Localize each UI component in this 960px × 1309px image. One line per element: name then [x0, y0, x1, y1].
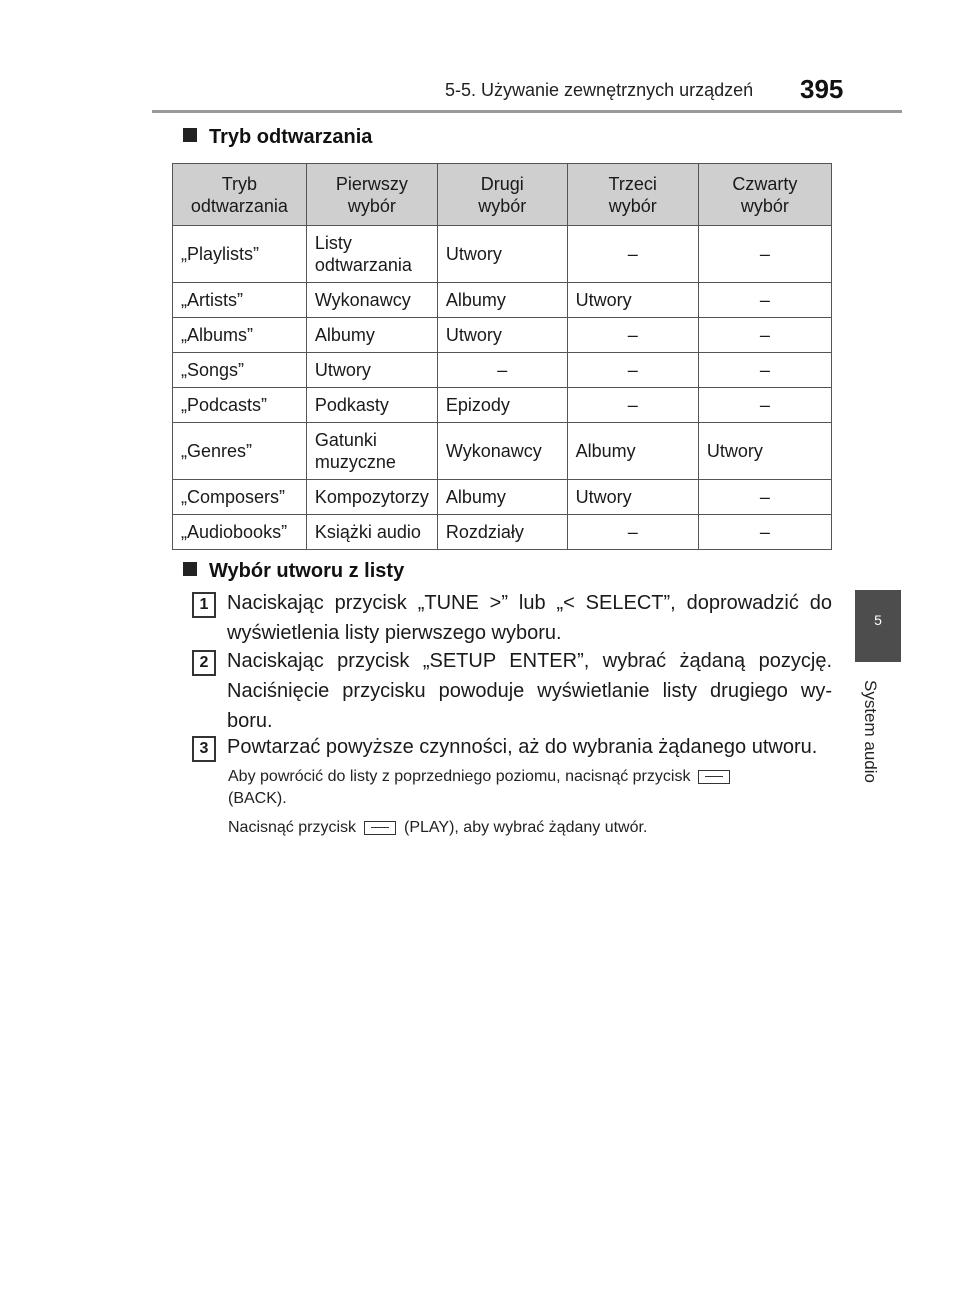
cell-text: Utwory [575, 487, 632, 507]
square-bullet-icon [183, 562, 197, 576]
table-cell [173, 480, 307, 515]
cell-text: – [759, 360, 770, 380]
cell-text: – [627, 244, 638, 264]
cell-text: „Songs” [181, 360, 245, 380]
table-cell [698, 480, 831, 515]
cell-text: „Albums” [181, 325, 254, 345]
cell-text: Tryb [221, 173, 258, 194]
table-cell [437, 423, 567, 480]
cell-text: – [759, 290, 770, 310]
table-cell [173, 388, 307, 423]
step-text: Powtarzać powyższe czynności, aż do wybrania żądanego utworu. [227, 736, 818, 758]
cell-text: – [627, 325, 638, 345]
note-back-text-before: Aby powrócić do listy z poprzedniego poziomu, nacisnąć przycisk [228, 768, 691, 785]
cell-text: Epizody [445, 395, 510, 415]
cell-text: „Playlists” [181, 244, 260, 264]
cell-text: – [497, 360, 508, 380]
step-number-badge: 1 [192, 592, 216, 618]
cell-text: wybór [608, 195, 657, 216]
table-row [173, 318, 832, 353]
chapter-label-text: System audio [861, 680, 880, 783]
table-cell [698, 353, 831, 388]
chapter-label [860, 680, 884, 840]
back-button-icon [698, 770, 730, 784]
playback-mode-heading [183, 126, 372, 149]
note-back [228, 766, 832, 810]
step-text: Naciskając przycisk „SETUP ENTER”, wybrać żądaną pozycję. Naciśnięcie przycisku powoduje wyświetlanie listy drugiego wy-boru. [227, 650, 832, 732]
note-back-text-after: (BACK). [228, 790, 287, 807]
play-button-icon [364, 821, 396, 835]
cell-text: Wykonawcy [314, 290, 411, 310]
table-row [173, 353, 832, 388]
cell-text: Albumy [575, 441, 636, 461]
step-number-badge: 2 [192, 650, 216, 676]
step-text: Naciskając przycisk „TUNE >” lub „< SELECT”, doprowadzić do wyświetlenia listy pierwszego wyboru. [227, 592, 832, 644]
cell-text: „Artists” [181, 290, 243, 310]
table-row [173, 388, 832, 423]
cell-text: odtwarzania [190, 195, 288, 216]
table-cell [698, 226, 831, 283]
cell-text: odtwarzania [314, 255, 412, 275]
table-cell [698, 388, 831, 423]
table-cell [306, 515, 437, 550]
note-play [228, 817, 832, 839]
table-cell [567, 388, 698, 423]
cell-text: Kompozytorzy [314, 487, 429, 507]
table-cell [173, 283, 307, 318]
table-cell [567, 353, 698, 388]
cell-text: wybór [347, 195, 396, 216]
table-row [173, 226, 832, 283]
table-cell [567, 318, 698, 353]
square-bullet-icon [183, 128, 197, 142]
column-header [173, 164, 307, 226]
table-cell [306, 283, 437, 318]
note-play-text-after: (PLAY), aby wybrać żądany utwór. [404, 819, 648, 836]
cell-text: – [627, 395, 638, 415]
table-row [173, 515, 832, 550]
playback-mode-heading-text: Tryb odtwarzania [209, 126, 373, 148]
table-cell [306, 388, 437, 423]
table-cell [306, 318, 437, 353]
table-cell [306, 480, 437, 515]
cell-text: „Genres” [181, 441, 253, 461]
cell-text: Wykonawcy [445, 441, 542, 461]
cell-text: Podkasty [314, 395, 389, 415]
table-cell [567, 283, 698, 318]
table-cell [173, 318, 307, 353]
cell-text: Utwory [314, 360, 371, 380]
cell-text: Utwory [575, 290, 632, 310]
table-cell [698, 283, 831, 318]
chapter-tab: 5 [855, 590, 901, 662]
table-cell [567, 423, 698, 480]
cell-text: Czwarty [732, 173, 798, 194]
table-row [173, 423, 832, 480]
cell-text: – [759, 395, 770, 415]
cell-text: Trzeci [608, 173, 657, 194]
cell-text: Utwory [445, 325, 502, 345]
table-cell [437, 226, 567, 283]
table-cell [437, 283, 567, 318]
table-cell [698, 318, 831, 353]
cell-text: – [627, 522, 638, 542]
column-header [437, 164, 567, 226]
cell-text: – [759, 244, 770, 264]
header-rule [152, 110, 902, 113]
cell-text: muzyczne [314, 452, 396, 472]
table-cell [437, 353, 567, 388]
cell-text: „Composers” [181, 487, 286, 507]
cell-text: Pierwszy [335, 173, 408, 194]
table-cell [567, 515, 698, 550]
cell-text: „Audiobooks” [181, 522, 288, 542]
table-cell [437, 515, 567, 550]
table-cell [173, 423, 307, 480]
column-header [567, 164, 698, 226]
note-play-text-before: Nacisnąć przycisk [228, 819, 357, 836]
cell-text: Albumy [314, 325, 375, 345]
cell-text: Utwory [445, 244, 502, 264]
playback-mode-table [172, 163, 832, 550]
cell-text: Rozdziały [445, 522, 524, 542]
header-section-title: 5-5. Używanie zewnętrznych urządzeń [445, 80, 754, 100]
cell-text: wybór [478, 195, 527, 216]
table-header-row [173, 164, 832, 226]
table-cell [698, 423, 831, 480]
table-cell [567, 480, 698, 515]
column-header [698, 164, 831, 226]
table-cell [567, 226, 698, 283]
cell-text: – [759, 487, 770, 507]
table-cell [306, 226, 437, 283]
table-cell [698, 515, 831, 550]
table-cell [173, 353, 307, 388]
cell-text: Utwory [706, 441, 763, 461]
table-cell [437, 318, 567, 353]
cell-text: „Podcasts” [181, 395, 268, 415]
table-row [173, 283, 832, 318]
table-cell [306, 423, 437, 480]
table-cell [306, 353, 437, 388]
cell-text: Listy [314, 233, 352, 253]
cell-text: – [627, 360, 638, 380]
table-cell [437, 480, 567, 515]
cell-text: Albumy [445, 290, 506, 310]
table-cell [173, 226, 307, 283]
cell-text: Albumy [445, 487, 506, 507]
table-cell [437, 388, 567, 423]
table-cell [173, 515, 307, 550]
selection-heading [183, 560, 404, 583]
cell-text: Książki audio [314, 522, 421, 542]
cell-text: – [759, 522, 770, 542]
step-number-badge: 3 [192, 736, 216, 762]
table-row [173, 480, 832, 515]
column-header [306, 164, 437, 226]
selection-heading-text: Wybór utworu z listy [209, 560, 405, 582]
cell-text: – [759, 325, 770, 345]
cell-text: Drugi [480, 173, 524, 194]
cell-text: wybór [740, 195, 789, 216]
cell-text: Gatunki [314, 430, 377, 450]
page-number: 395 [800, 74, 844, 104]
